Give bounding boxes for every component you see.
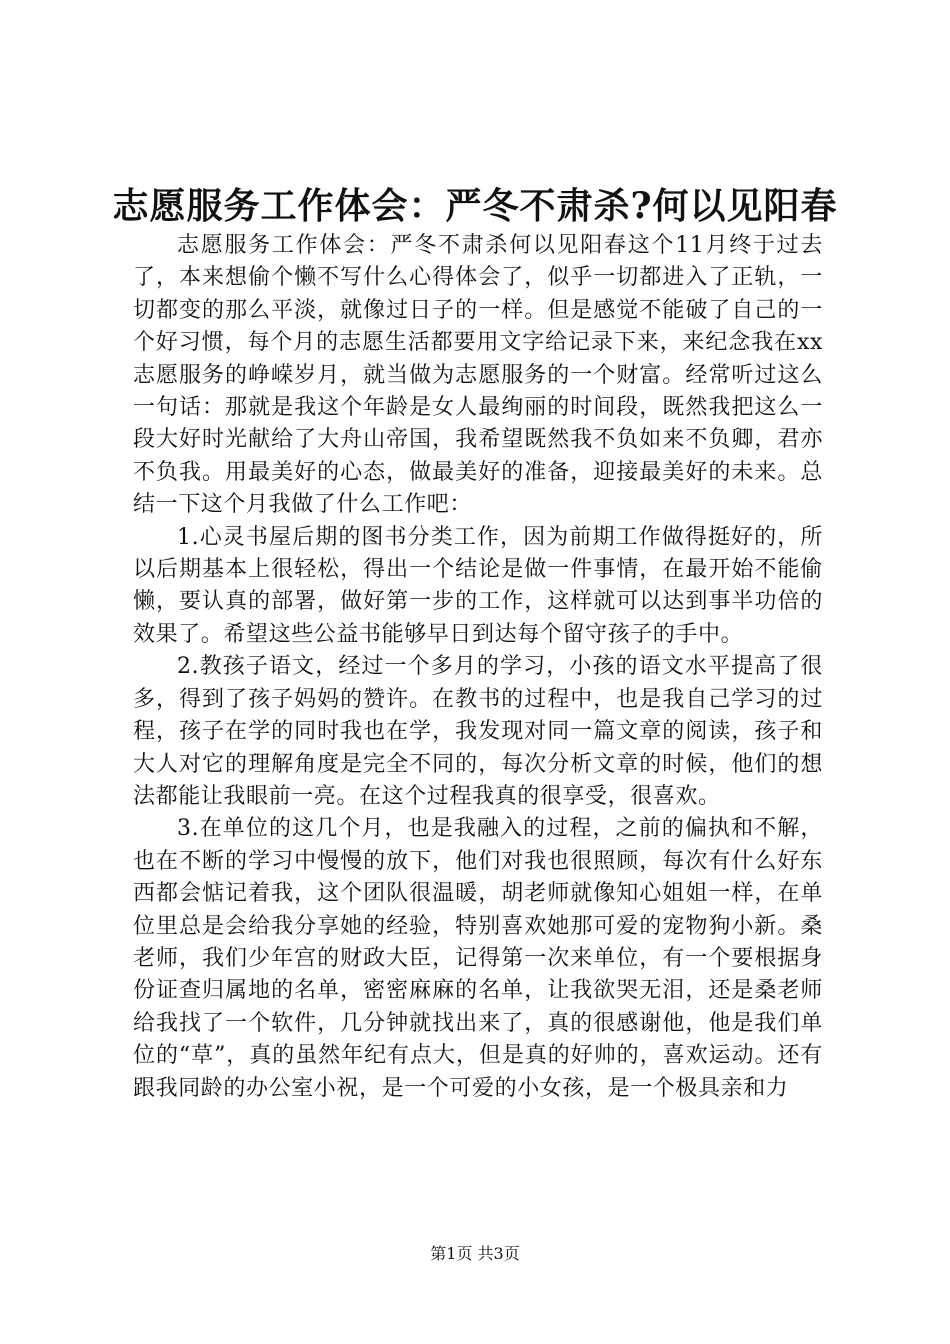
- paragraph-item-2: 2.教孩子语文，经过一个多月的学习，小孩的语文水平提高了很多，得到了孩子妈妈的赞许。在教书的过程中，也是我自己学习的过程，孩子在学的同时我也在学，我发现对同一篇文章的阅读，孩子和大人对它的理解角度是完全不同的，每次分析文章的时候，他们的想法都能让我眼前一亮。在这个过程我真的很享受，很喜欢。: [133, 654, 823, 809]
- document-title: 志愿服务工作体会：严冬不肃杀?何以见阳春: [112, 185, 838, 227]
- paragraph-intro: 志愿服务工作体会：严冬不肃杀何以见阳春这个11月终于过去了，本来想偷个懒不写什么心得体会了，似乎一切都进入了正轨，一切都变的那么平淡，就像过日子的一样。但是感觉不能破了自己的一个好习惯，每个月的志愿生活都要用文字给记录下来，来纪念我在xx志愿服务的峥嵘岁月，就当做为志愿服务的一个财富。经常听过这么一句话：那就是我这个年龄是女人最绚丽的时间段，既然我把这么一段大好时光献给了大舟山帝国，我希望既然我不负如来不负卿，君亦不负我。用最美好的心态，做最美好的准备，迎接最美好的未来。总结一下这个月我做了什么工作吧：: [133, 233, 823, 518]
- document-body: [133, 230, 823, 1105]
- paragraph-item-1: 1.心灵书屋后期的图书分类工作，因为前期工作做得挺好的，所以后期基本上很轻松，得出一个结论是做一件事情，在最开始不能偷懒，要认真的部署，做好第一步的工作，这样就可以达到事半功倍的效果了。希望这些公益书能够早日到达每个留守孩子的手中。: [133, 524, 823, 647]
- paragraph-item-3: 3.在单位的这几个月，也是我融入的过程，之前的偏执和不解，也在不断的学习中慢慢的放下，他们对我也很照顾，每次有什么好东西都会惦记着我，这个团队很温暖，胡老师就像知心姐姐一样，在单位里总是会给我分享她的经验，特别喜欢她那可爱的宠物狗小新。桑老师，我们少年宫的财政大臣，记得第一次来单位，有一个要根据身份证查归属地的名单，密密麻麻的名单，让我欲哭无泪，还是桑老师给我找了一个软件，几分钟就找出来了，真的很感谢他，他是我们单位的“草”，真的虽然年纪有点大，但是真的好帅的，喜欢运动。还有跟我同龄的办公室小祝，是一个可爱的小女孩，是一个极具亲和力: [133, 816, 823, 1101]
- page-footer: 第1页 共3页: [430, 1244, 520, 1263]
